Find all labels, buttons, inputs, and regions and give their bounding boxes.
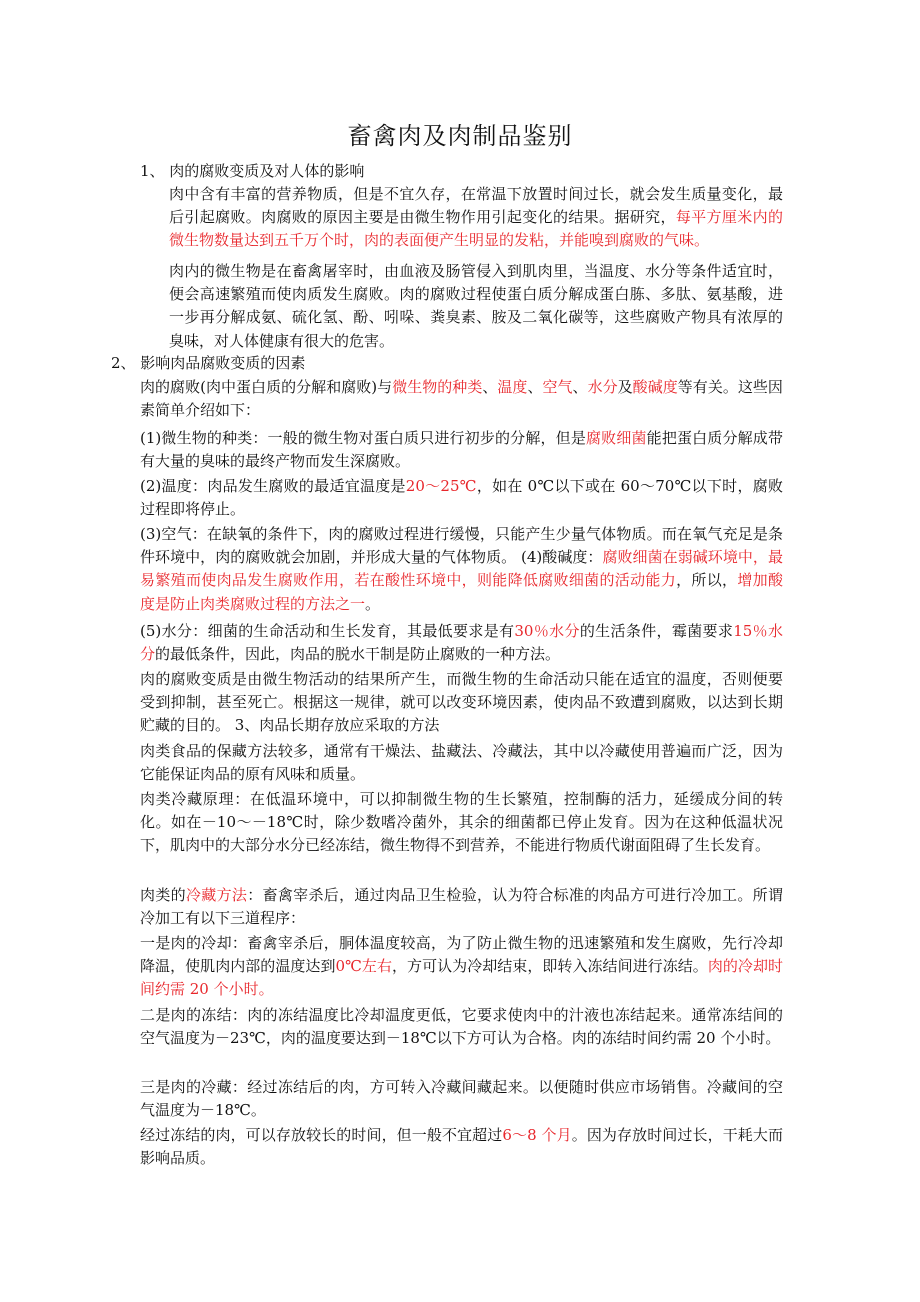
text-run: ，所以， (676, 571, 738, 590)
highlight-text: 每平方厘米内的微生物数量达到五千万个时，肉的表面便产生明显的发粘，并能嗅到腐败的气味。 (169, 208, 783, 250)
highlight-text: 0℃左右 (335, 957, 392, 976)
factor-microbe-paragraph (140, 427, 783, 473)
highlight-text: 15％水分 (140, 622, 783, 664)
section-1-heading: 1、 肉的腐败变质及对人体的影响 (140, 162, 365, 180)
text-run: 、 (527, 378, 543, 396)
text-run: 的生活条件，霉菌要求 (579, 622, 734, 640)
storage-duration-paragraph (140, 1124, 783, 1170)
highlight-text: 肉的冷却时间约需 20 个小时。 (140, 957, 783, 999)
section-1-paragraph-2: 肉内的微生物是在畜禽屠宰时，由血液及肠管侵入到肌肉里，当温度、水分等条件适宜时，便会高速繁殖而使肉质发生腐败。肉的腐败过程使蛋白质分解成蛋白胨、多肽、氨基酸，进一步再分解成氨、硫化氢、酚、吲哚、粪臭素、胺及二氧化碳等，这些腐败产物具有浓厚的臭味，对人体健康有很大的危害。 (169, 262, 783, 350)
text-run: 肉类的 (140, 886, 186, 904)
step-chilling-paragraph (140, 932, 783, 1002)
text-run: 、 (572, 378, 588, 396)
text-run: 等有关。这些因素简单介绍如下： (140, 378, 783, 420)
highlight-text: 水分 (587, 378, 618, 396)
text-run: 一是肉的冷却：畜禽宰杀后，胴体温度较高，为了防止微生物的迅速繁殖和发生腐败，先行冷却降温，使肌肉内部的温度达到 (140, 934, 783, 976)
step-freezing-paragraph: 二是肉的冻结：肉的冻结温度比冷却温度更低，它要求使肉中的汁液也冻结起来。通常冻结间的空气温度为－23℃，肉的温度要达到－18℃以下方可认为合格。肉的冻结时间约需 20 个小时。 (140, 1006, 783, 1048)
highlight-text: 温度 (497, 378, 528, 396)
text-run: ，方可认为冷却结束，即转入冻结间进行冻结。 (392, 957, 708, 976)
text-run: ，如在 0℃以下或在 60～70℃以下时，腐败过程即将停止。 (140, 477, 783, 519)
text-run: 的最低条件，因此，肉品的脱水干制是防止腐败的一种方法。 (155, 645, 561, 664)
highlight-text: 增加酸度是防止肉类腐败过程的方法之一 (140, 571, 783, 613)
text-run: 、 (482, 378, 498, 396)
section-2-intro (140, 376, 783, 422)
highlight-text: 30％水分 (514, 622, 580, 640)
text-run: 及 (617, 378, 633, 396)
factor-air-acidity-paragraph (140, 523, 783, 616)
section-2-heading: 2、 影响肉品腐败变质的因素 (111, 354, 306, 372)
factor-water-paragraph (140, 620, 783, 666)
text-run: 。因为存放时间过长，干耗大而影响品质。 (140, 1126, 783, 1168)
highlight-text: 酸碱度 (632, 378, 678, 396)
highlight-text: 空气 (542, 378, 573, 396)
section-1-paragraph-1 (169, 183, 783, 253)
highlight-text: 腐败细菌在弱碱环境中，最易繁殖而使肉品发生腐败作用，若在酸性环境中，则能降低腐败细菌的活动能力 (140, 548, 783, 590)
text-run: 经过冻结的肉，可以存放较长的时间，但一般不宜超过 (140, 1126, 503, 1144)
page-title: 畜禽肉及肉制品鉴别 (347, 122, 573, 150)
text-run: 能把蛋白质分解成带有大量的臭味的最终产物而发生深腐败。 (140, 429, 783, 471)
step-frozen-storage-paragraph: 三是肉的冷藏：经过冻结后的肉，方可转入冷藏间藏起来。以便随时供应市场销售。冷藏间的空气温度为－18℃。 (140, 1078, 783, 1120)
text-run: ：畜禽宰杀后，通过肉品卫生检验，认为符合标准的肉品方可进行冷加工。所谓冷加工有以下三道程序： (140, 886, 783, 928)
highlight-text: 6～8 个月 (502, 1126, 572, 1144)
text-run: (2)温度：肉品发生腐败的最适宜温度是 (140, 477, 406, 495)
highlight-text: 微生物的种类 (392, 378, 483, 396)
storage-methods-paragraph: 肉类食品的保藏方法较多，通常有干燥法、盐藏法、冷藏法，其中以冷藏使用普遍而广泛，因为它能保证肉品的原有风味和质量。 (140, 742, 783, 784)
text-run: 。 (365, 594, 381, 613)
text-run: 肉中含有丰富的营养物质，但是不宜久存，在常温下放置时间过长，就会发生质量变化，最后引起腐败。肉腐败的原因主要是由微生物作用引起变化的结果。据研究， (169, 185, 783, 227)
summary-paragraph: 肉的腐败变质是由微生物活动的结果所产生，而微生物的生命活动只能在适宜的温度，否则便要受到抑制，甚至死亡。根据这一规律，就可以改变环境因素，使肉品不致遭到腐败，以达到长期贮藏的目的。 3、肉品长期存放应采取的方法 (140, 670, 783, 735)
cold-storage-method-paragraph (140, 884, 783, 930)
highlight-text: 20～25℃ (405, 477, 477, 495)
text-run: 肉的腐败(肉中蛋白质的分解和腐败)与 (140, 378, 393, 396)
text-run: (5)水分：细菌的生命活动和生长发育，其最低要求是有 (140, 622, 515, 640)
text-run: (1)微生物的种类：一般的微生物对蛋白质只进行初步的分解，但是 (140, 429, 586, 447)
highlight-text: 腐败细菌 (586, 429, 647, 447)
factor-temperature-paragraph (140, 475, 783, 521)
text-run: (3)空气：在缺氧的条件下，肉的腐败过程进行缓慢，只能产生少量气体物质。而在氧气充足是条件环境中，肉的腐败就会加剧，并形成大量的气体物质。 (4)酸碱度： (140, 525, 783, 567)
highlight-text: 冷藏方法 (185, 886, 248, 904)
cold-storage-principle-paragraph: 肉类冷藏原理：在低温环境中，可以抑制微生物的生长繁殖，控制酶的活力，延缓成分间的转化。如在－10～－18℃时，除少数嗜冷菌外，其余的细菌都已停止发育。因为在这种低温状况下，肌肉中的大部分水分已经冻结，微生物得不到营养，不能进行物质代谢面阻碍了生长发育。 (140, 790, 783, 855)
